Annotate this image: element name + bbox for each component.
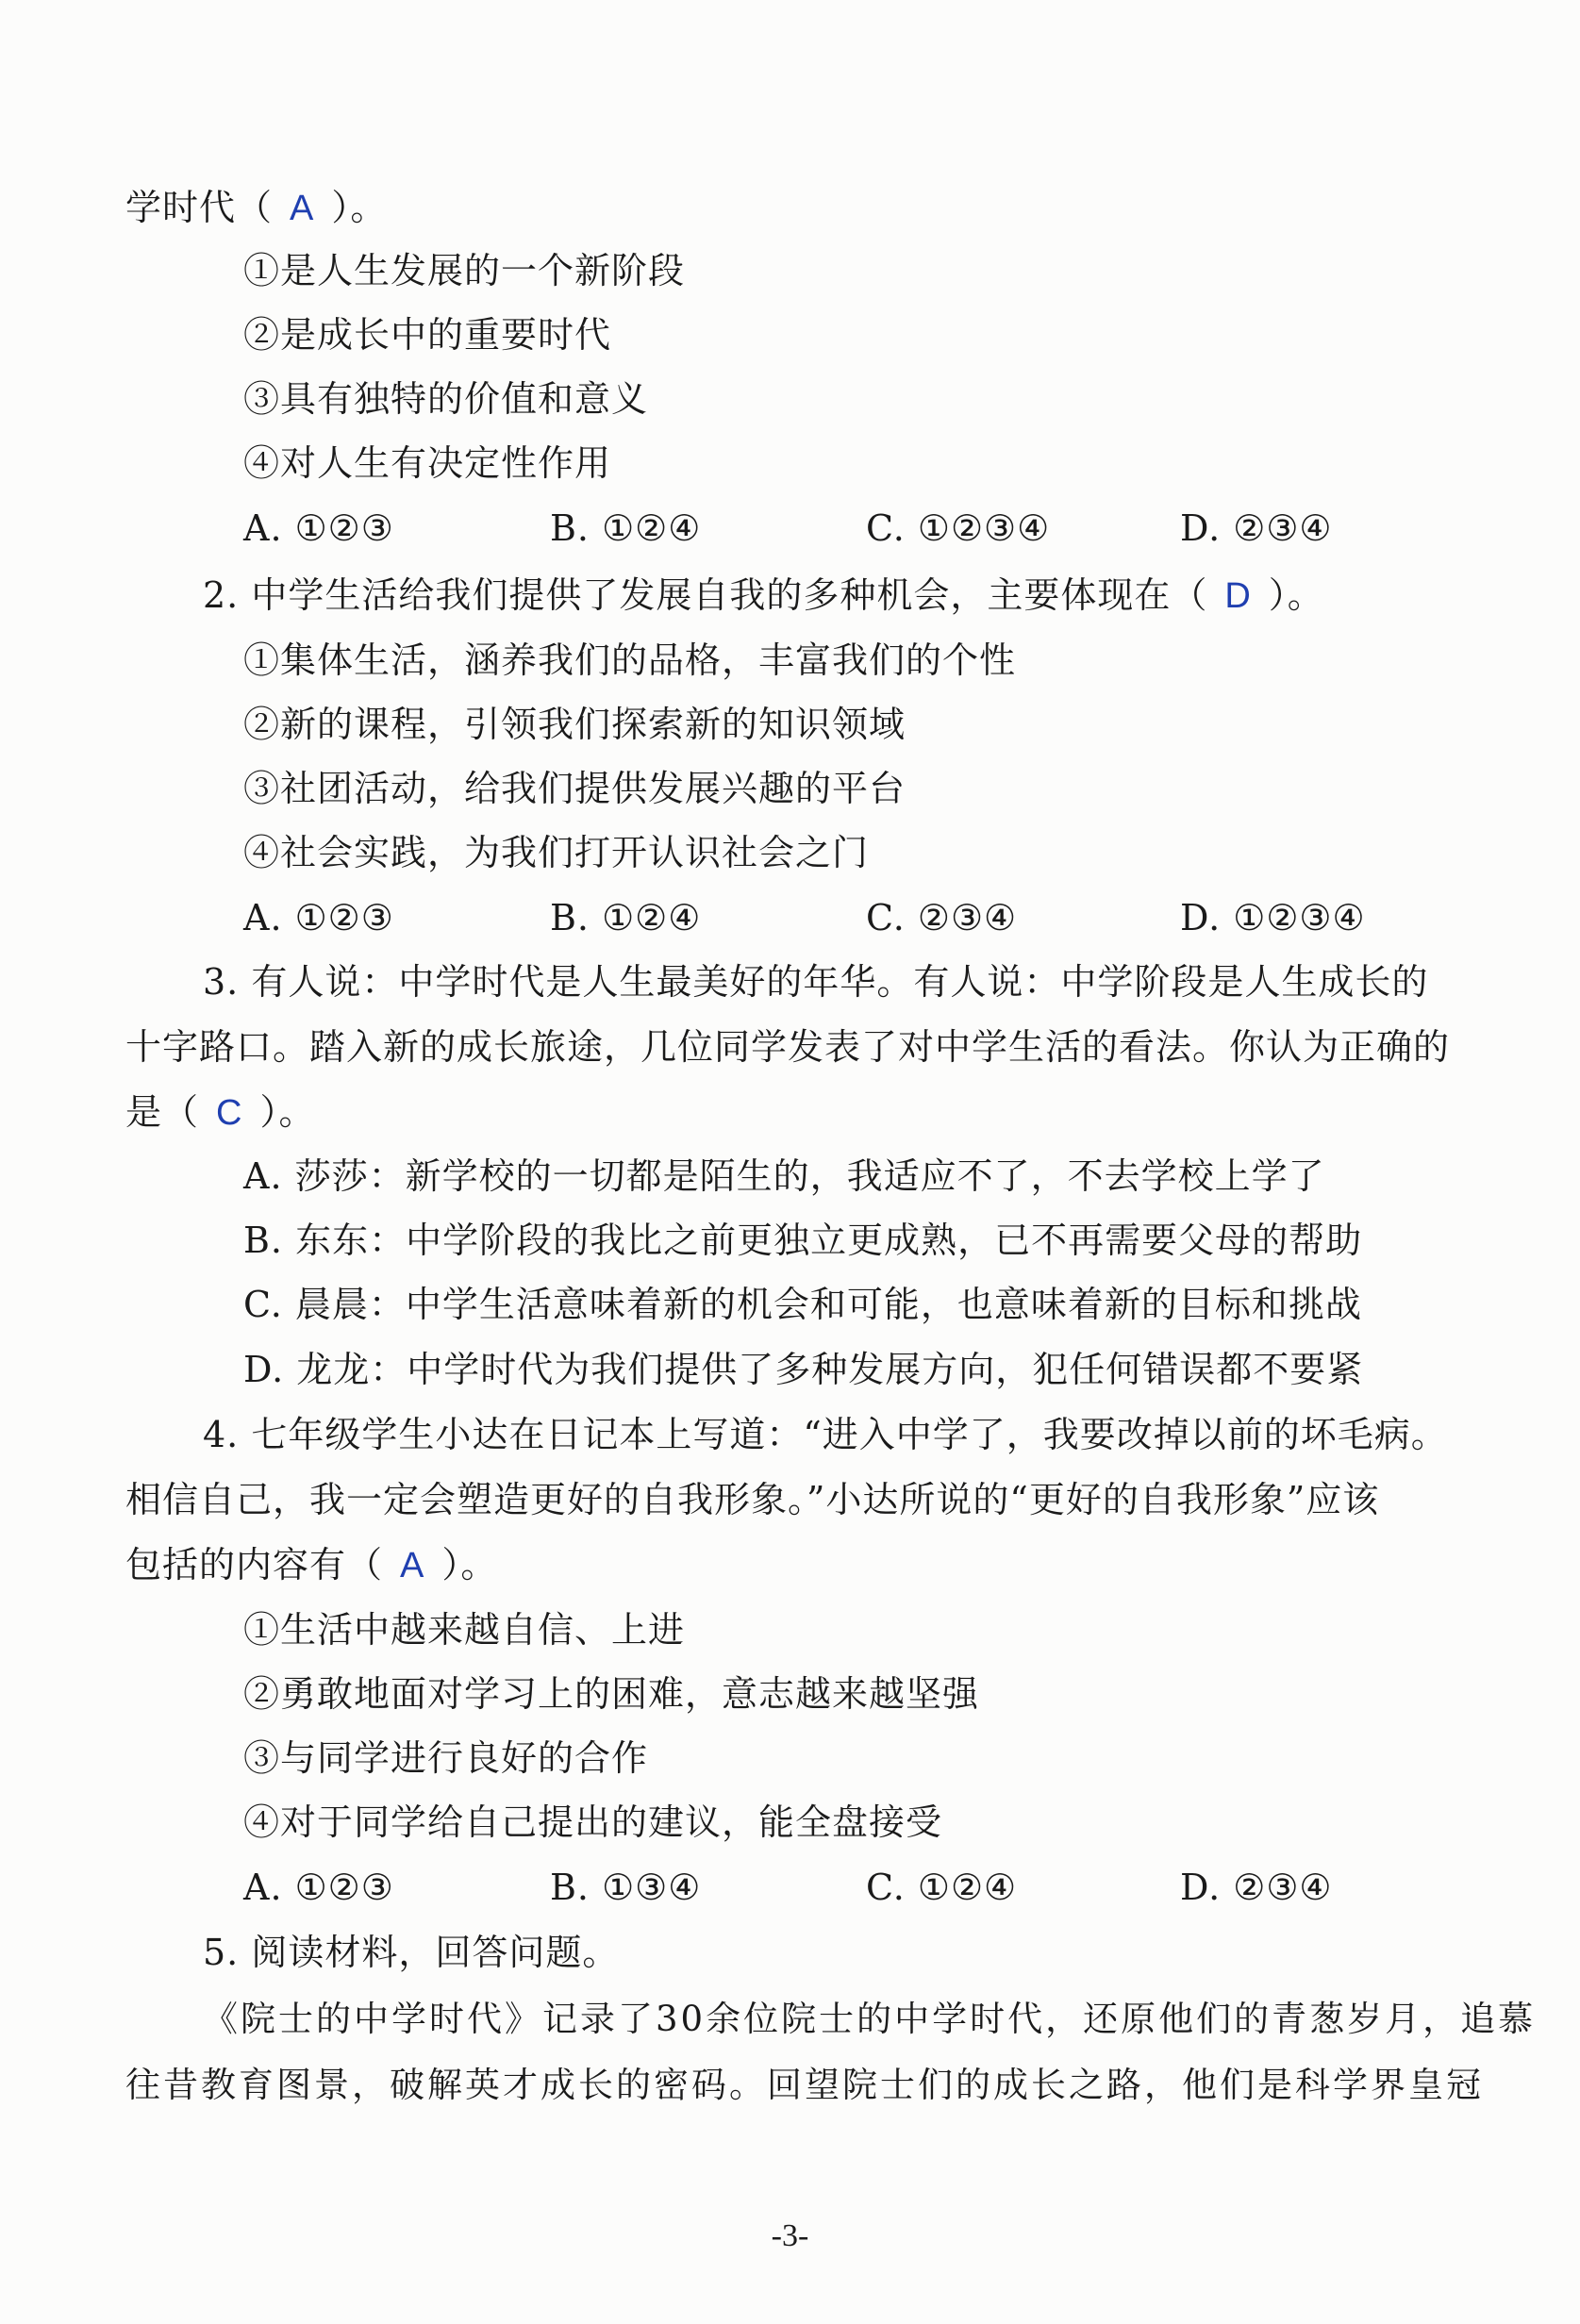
q2-item-1: ①集体生活，涵养我们的品格，丰富我们的个性 bbox=[243, 639, 1017, 681]
q3-stem-line-3: 是（ C ）。 bbox=[125, 1091, 316, 1133]
q4-item-2: ②勇敢地面对学习上的困难，意志越来越坚强 bbox=[243, 1673, 980, 1715]
q4-answer: A bbox=[400, 1546, 425, 1585]
q3-option-a: A. 莎莎：新学校的一切都是陌生的，我适应不了，不去学校上学了 bbox=[243, 1155, 1325, 1197]
q3-option-c: C. 晨晨：中学生活意味着新的机会和可能，也意味着新的目标和挑战 bbox=[243, 1284, 1362, 1325]
q4-options bbox=[243, 1864, 1470, 1911]
q4-stem-line-2: 相信自己，我一定会塑造更好的自我形象。”小达所说的“更好的自我形象”应该 bbox=[125, 1479, 1380, 1520]
q5-material-line-2: 往昔教育图景，破解英才成长的密码。回望院士们的成长之路，他们是科学界皇冠 bbox=[125, 2065, 1484, 2105]
q1-options bbox=[243, 505, 1470, 552]
q4-option-b: B. ①③④ bbox=[550, 1867, 702, 1908]
q1-item-4: ④对人生有决定性作用 bbox=[243, 442, 612, 484]
q1-option-c: C. ①②③④ bbox=[866, 507, 1051, 549]
q2-option-a: A. ①②③ bbox=[243, 897, 394, 938]
q4-item-3: ③与同学进行良好的合作 bbox=[243, 1737, 649, 1779]
q2-options bbox=[243, 894, 1470, 941]
q3-option-d: D. 龙龙：中学时代为我们提供了多种发展方向，犯任何错误都不要紧 bbox=[243, 1349, 1364, 1390]
q1-item-1: ①是人生发展的一个新阶段 bbox=[243, 250, 686, 291]
q2-answer: D bbox=[1224, 576, 1252, 616]
q5-material-line-1: 《院士的中学时代》记录了30余位院士的中学时代，还原他们的青葱岁月，追慕 bbox=[203, 1999, 1537, 2039]
q1-answer: A bbox=[290, 189, 315, 228]
q2-item-2: ②新的课程，引领我们探索新的知识领域 bbox=[243, 704, 906, 745]
q1-option-a: A. ①②③ bbox=[243, 507, 394, 549]
q4-option-c: C. ①②④ bbox=[866, 1867, 1018, 1908]
q2-option-b: B. ①②④ bbox=[550, 897, 702, 938]
q5-stem: 5. 阅读材料，回答问题。 bbox=[203, 1932, 620, 1973]
q4-option-d: D. ②③④ bbox=[1180, 1867, 1333, 1908]
q2-option-c: C. ②③④ bbox=[866, 897, 1018, 938]
page-number: -3- bbox=[771, 2218, 809, 2253]
q1-option-d: D. ②③④ bbox=[1180, 507, 1333, 549]
q4-item-4: ④对于同学给自己提出的建议，能全盘接受 bbox=[243, 1801, 943, 1843]
q3-option-b: B. 东东：中学阶段的我比之前更独立更成熟，已不再需要父母的帮助 bbox=[243, 1220, 1363, 1261]
q2-stem: 2. 中学生活给我们提供了发展自我的多种机会，主要体现在（ D ）。 bbox=[203, 574, 1324, 616]
q2-option-d: D. ①②③④ bbox=[1180, 897, 1366, 938]
q1-item-3: ③具有独特的价值和意义 bbox=[243, 378, 649, 420]
q2-item-3: ③社团活动，给我们提供发展兴趣的平台 bbox=[243, 768, 906, 809]
q4-stem-line-3: 包括的内容有（ A ）。 bbox=[125, 1544, 498, 1585]
q2-item-4: ④社会实践，为我们打开认识社会之门 bbox=[243, 832, 870, 873]
q1-item-2: ②是成长中的重要时代 bbox=[243, 314, 612, 356]
q3-answer: C bbox=[216, 1093, 243, 1133]
q1-option-b: B. ①②④ bbox=[550, 507, 702, 549]
q4-stem-line-1: 4. 七年级学生小达在日记本上写道：“进入中学了，我要改掉以前的坏毛病。 bbox=[203, 1414, 1448, 1455]
q3-stem-line-1: 3. 有人说：中学时代是人生最美好的年华。有人说：中学阶段是人生成长的 bbox=[203, 961, 1429, 1003]
q3-stem-line-2: 十字路口。踏入新的成长旅途，几位同学发表了对中学生活的看法。你认为正确的 bbox=[125, 1026, 1451, 1068]
q4-option-a: A. ①②③ bbox=[243, 1867, 394, 1908]
q4-item-1: ①生活中越来越自信、上进 bbox=[243, 1609, 686, 1651]
q1-stem-tail: 学时代（ A ）。 bbox=[125, 187, 388, 228]
